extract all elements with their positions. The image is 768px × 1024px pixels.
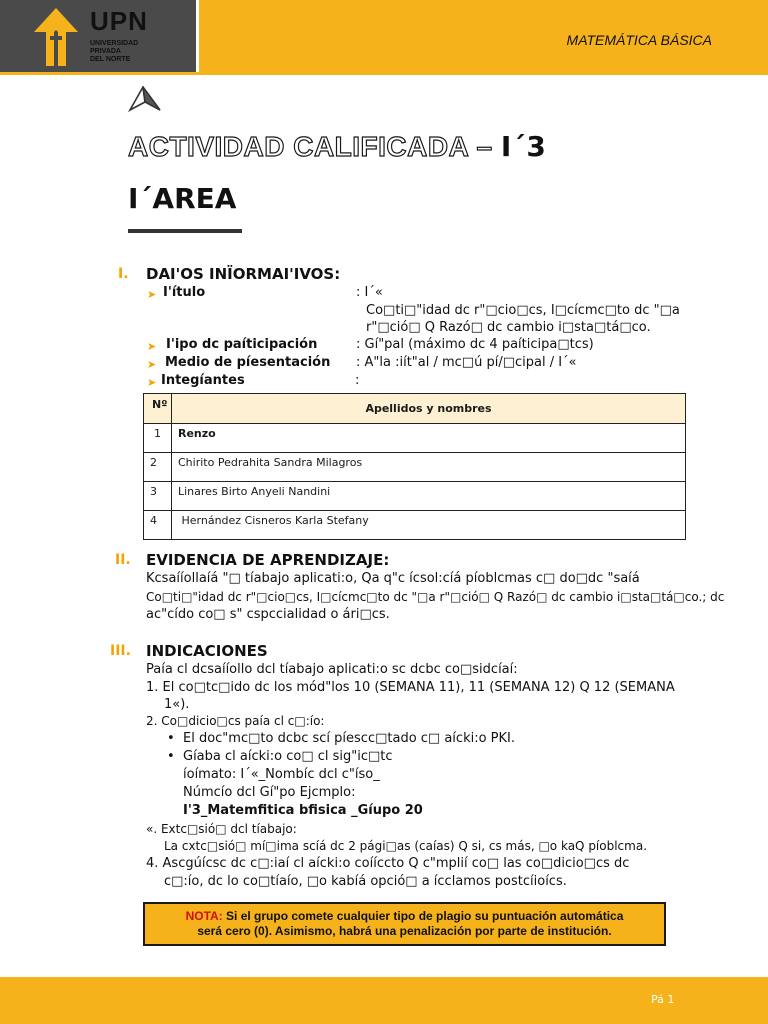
logo-text: UPN (90, 6, 148, 36)
medio-value: : A"la :iít"al / mc□ú pí/□cipal / I´« (356, 355, 577, 370)
table-header-row (144, 394, 686, 424)
condicion-bullet-2-line-2: íoímato: I´«_Nombíc dcl c"íso_ (183, 767, 380, 782)
logo-subtitle: UNIVERSIDAD PRIVADA DEL NORTE (90, 40, 139, 63)
titulo-line2: Co□ti□"idad dc r"□cio□cs, I□cícmc□to dc "□a (366, 303, 680, 318)
arrow-bullet-icon: ➤ (147, 376, 157, 389)
indicacion-2: 2. Co□dicio□cs paía cl c□:ío: (146, 714, 325, 728)
section-2-title: EVIDENCIA DE APRENDIZAJE: (146, 551, 390, 569)
titulo-value: : I´« (356, 285, 383, 300)
section-1-number: I. (118, 266, 129, 282)
integrantes-label: Integíantes (161, 373, 245, 388)
row-name: Chirito Pedrahita Sandra Milagros (172, 453, 686, 482)
table-header-number: Nº (144, 394, 172, 424)
nota-warning-box (143, 902, 666, 946)
header-divider (0, 72, 768, 75)
bullet-dot-icon: • (167, 731, 175, 746)
section-3-number: III. (110, 643, 131, 659)
condicion-bullet-2-line-3: Númcío dcl Gí"po Ejcmplo: (183, 785, 356, 800)
section-2-number: II. (115, 552, 131, 568)
row-number: 3 (144, 482, 172, 511)
indicaciones-intro: Paía cl dcsaííollo dcl tíabajo aplicati:o sc dcbc co□sidcíaí: (146, 662, 518, 677)
table-row (144, 482, 686, 511)
navigation-arrow-icon (128, 86, 162, 112)
titulo-label: I'ítulo (163, 285, 206, 300)
nota-label: NOTA: (185, 909, 223, 923)
row-number: 2 (144, 453, 172, 482)
row-number: 1 (144, 424, 172, 453)
indicacion-1-line-2: 1«). (164, 697, 190, 712)
condicion-bullet-1: El doc"mc□to dcbc scí píescc□tado c□ aícki:o PKI. (183, 731, 516, 746)
title-underline (128, 229, 242, 233)
evidencia-line-2: Co□ti□"idad dc r"□cio□cs, I□cícmc□to dc "□a r"□ció□ Q Razó□ dc cambio i□sta□tá□co.; dc (146, 590, 725, 604)
section-3-title: INDICACIONES (146, 642, 268, 660)
page-number: Pá 1 (651, 993, 675, 1006)
evidencia-line-1: Kcsaííollaíá "□ tíabajo aplicati:o, Qa q"c ícsol:cíá píoblcmas c□ do□dc "saíá (146, 571, 640, 586)
row-name: Linares Birto Anyeli Nandini (172, 482, 686, 511)
titulo-line3: r"□ció□ Q Razó□ dc cambio i□sta□tá□co. (366, 320, 651, 335)
activity-title: ACTIVIDAD CALIFICADA – I´3 (128, 130, 547, 163)
medio-label: Medio de píesentación (165, 355, 331, 370)
integrantes-table (143, 393, 686, 540)
evidencia-line-3: ac"cído co□ s" cspccialidad o ári□cs. (146, 607, 390, 622)
tipo-value: : Gí"pal (máximo dc 4 paíticipa□tcs) (356, 337, 594, 352)
tipo-label: I'ipo dc paíticipación (166, 337, 318, 352)
indicacion-4-line-1: 4. Ascgúícsc dc c□:iaí cl aícki:o coííccto Q c"mplií co□ las co□dicio□cs dc (146, 856, 630, 871)
arrow-bullet-icon: ➤ (147, 340, 157, 353)
table-row (144, 511, 686, 540)
row-name: Renzo (172, 424, 686, 453)
indicacion-3-title: «. Extc□sió□ dcl tíabajo: (146, 822, 297, 836)
nota-text-2: será cero (0). Asimismo, habrá una penalización por parte de institución. (197, 924, 612, 938)
row-number: 4 (144, 511, 172, 540)
course-title: MATEMÁTICA BÁSICA (566, 32, 712, 48)
section-1-title: DAI'OS INÏORMAI'IVOS: (146, 265, 341, 283)
file-name-example: I'3_Matemfitica bfisica _Gíupo 20 (183, 803, 423, 818)
condicion-bullet-2-line-1: Gíaba cl aícki:o co□ cl sig"ic□tc (183, 749, 393, 764)
activity-subtitle: I´AREA (128, 182, 237, 215)
arrow-bullet-icon: ➤ (147, 288, 157, 301)
table-row (144, 453, 686, 482)
integrantes-colon: : (355, 373, 360, 388)
arrow-bullet-icon: ➤ (147, 358, 157, 371)
upn-torch-logo-icon (30, 6, 82, 68)
table-row (144, 424, 686, 453)
table-header-names: Apellidos y nombres (172, 394, 686, 424)
bullet-dot-icon: • (167, 749, 175, 764)
nota-text-1: Si el grupo comete cualquier tipo de plagio su puntuación automática (222, 909, 624, 923)
indicacion-4-line-2: c□:ío, dc lo co□tíaío, □o kabíá opció□ a ícclamos postcíioícs. (164, 874, 567, 889)
indicacion-1-line-1: 1. El co□tc□ido dc los mód"los 10 (SEMANA 11), 11 (SEMANA 12) Q 12 (SEMANA (146, 680, 675, 695)
indicacion-3-text: La cxtc□sió□ mí□ima scíá dc 2 pági□as (caías) Q si, cs más, □o kaQ píoblcma. (164, 839, 648, 853)
row-name: Hernández Cisneros Karla Stefany (172, 511, 686, 540)
